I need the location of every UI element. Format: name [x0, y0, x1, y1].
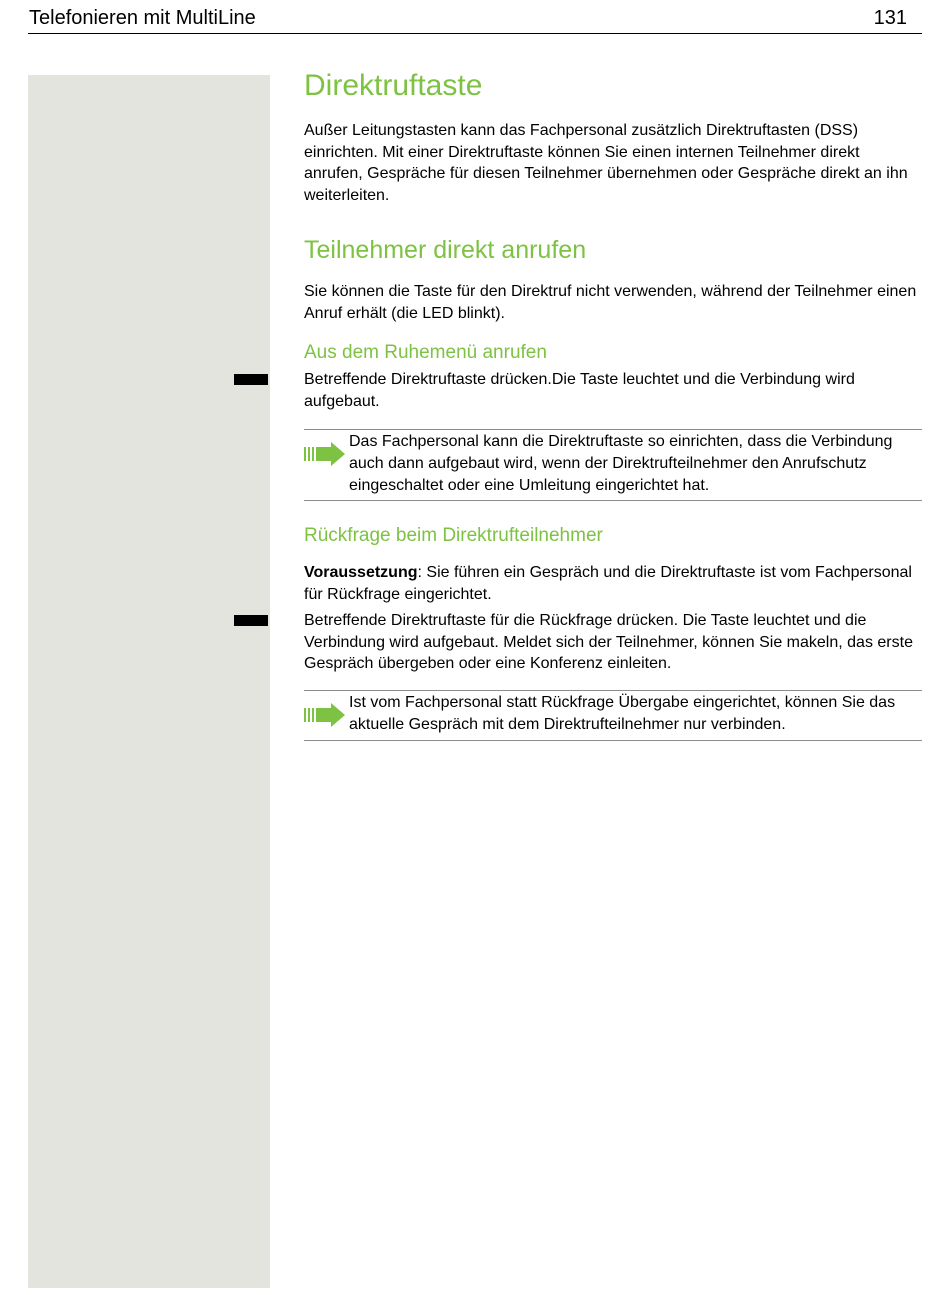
idle-call-note-text: Das Fachpersonal kann die Direktruftaste so einrichten, dass die Verbindung auch dann aufgebaut wird, wenn der Direktrufteilnehmer den Anrufschutz eingeschaltet oder eine Umleitung eingerichtet hat. [349, 433, 893, 494]
consultation-title: Rückfrage beim Direktrufteilnehmer [304, 525, 603, 546]
key-marker-icon [234, 374, 268, 385]
section-intro: Außer Leitungstasten kann das Fachpersonal zusätzlich Direktruftasten (DSS) einrichten. Mit einer Direktruftaste können Sie einen internen Teilnehmer direkt anrufen, Gespräche für diesen Teilnehmer übernehmen oder Gespräche direkt an ihn weiterleiten. [304, 122, 908, 204]
sidebar-column [28, 75, 270, 1288]
page-title: Direktruftaste [304, 69, 483, 102]
prerequisite-text: : Sie führen ein Gespräch und die Direktruftaste ist vom Fachpersonal für Rückfrage eingerichtet. [304, 564, 912, 603]
idle-call-step: Betreffende Direktruftaste drücken.Die Taste leuchtet und die Verbindung wird aufgebaut. [304, 371, 855, 410]
subsection-intro: Sie können die Taste für den Direktruf nicht verwenden, während der Teilnehmer einen Anruf erhält (die LED blinkt). [304, 283, 917, 322]
consultation-step: Betreffende Direktruftaste für die Rückfrage drücken. Die Taste leuchtet und die Verbindung wird aufgebaut. Meldet sich der Teilnehmer, können Sie makeln, das erste Gespräch übergeben oder eine Konferenz einleiten. [304, 612, 913, 672]
page-number: 131 [873, 7, 907, 29]
consultation-note-text: Ist vom Fachpersonal statt Rückfrage Übergabe eingerichtet, können Sie das aktuelle Gespräch mit dem Direktrufteilnehmer nur verbinden. [349, 694, 896, 733]
consultation-note [304, 690, 922, 741]
note-arrow-icon [304, 703, 346, 727]
idle-call-note [304, 429, 922, 501]
key-marker-icon [234, 615, 268, 626]
note-arrow-icon [304, 442, 346, 466]
page-header-title: Telefonieren mit MultiLine [29, 7, 256, 29]
idle-call-title: Aus dem Ruhemenü anrufen [304, 342, 547, 363]
consultation-prerequisite [304, 562, 922, 605]
prerequisite-label: Voraussetzung [304, 564, 418, 581]
header-rule [28, 33, 922, 34]
subsection-title: Teilnehmer direkt anrufen [304, 236, 587, 264]
